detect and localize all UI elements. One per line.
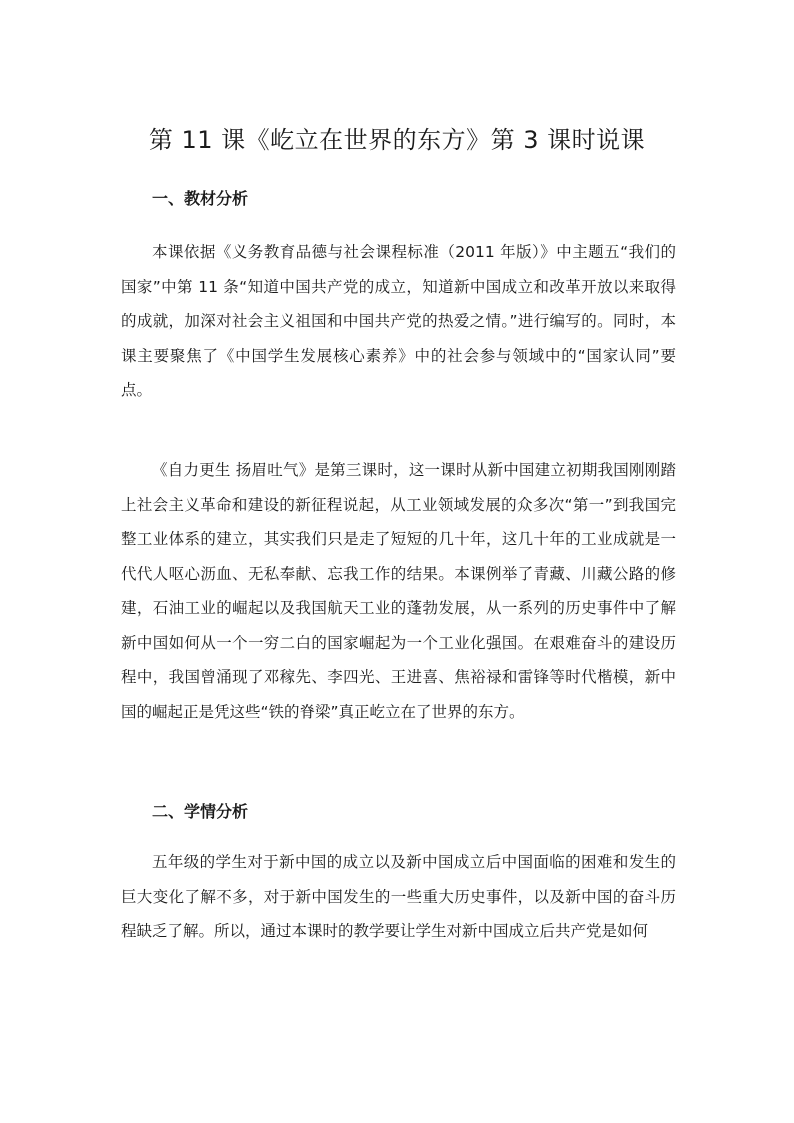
- document-title: 第 11 课《屹立在世界的东方》第 3 课时说课: [148, 126, 646, 154]
- section-heading-student-analysis: 二、学情分析: [152, 802, 249, 821]
- section-heading-textbook-analysis: 一、教材分析: [152, 189, 249, 208]
- paragraph-curriculum-basis: 本课依据《义务教育品德与社会课程标准（2011 年版）》中主题五“我们的国家”中第 11 条“知道中国共产党的成立，知道新中国成立和改革开放以来取得的成就，加深对社会主义祖国和中国共产党的热爱之情。”进行编写的。同时，本课主要聚焦了《中国学生发展核心素养》中的社会参与领域中的“国家认同”要点。: [121, 243, 676, 399]
- paragraph-lesson-content: 《自力更生 扬眉吐气》是第三课时，这一课时从新中国建立初期我国刚刚踏上社会主义革命和建设的新征程说起，从工业领域发展的众多次“第一”到我国完整工业体系的建立，其实我们只是走了短短的几十年，这几十年的工业成就是一代代人呕心沥血、无私奉献、忘我工作的结果。本课例举了青藏、川藏公路的修建，石油工业的崛起以及我国航天工业的蓬勃发展，从一系列的历史事件中了解新中国如何从一个一穷二白的国家崛起为一个工业化强国。在艰难奋斗的建设历程中，我国曾涌现了邓稼先、李四光、王进喜、焦裕禄和雷锋等时代楷模，新中国的崛起正是凭这些“铁的脊梁”真正屹立在了世界的东方。: [121, 461, 676, 721]
- paragraph-student-analysis: 五年级的学生对于新中国的成立以及新中国成立后中国面临的困难和发生的巨大变化了解不多，对于新中国发生的一些重大历史事件，以及新中国的奋斗历程缺乏了解。所以，通过本课时的教学要让学生对新中国成立后共产党是如何: [121, 853, 676, 940]
